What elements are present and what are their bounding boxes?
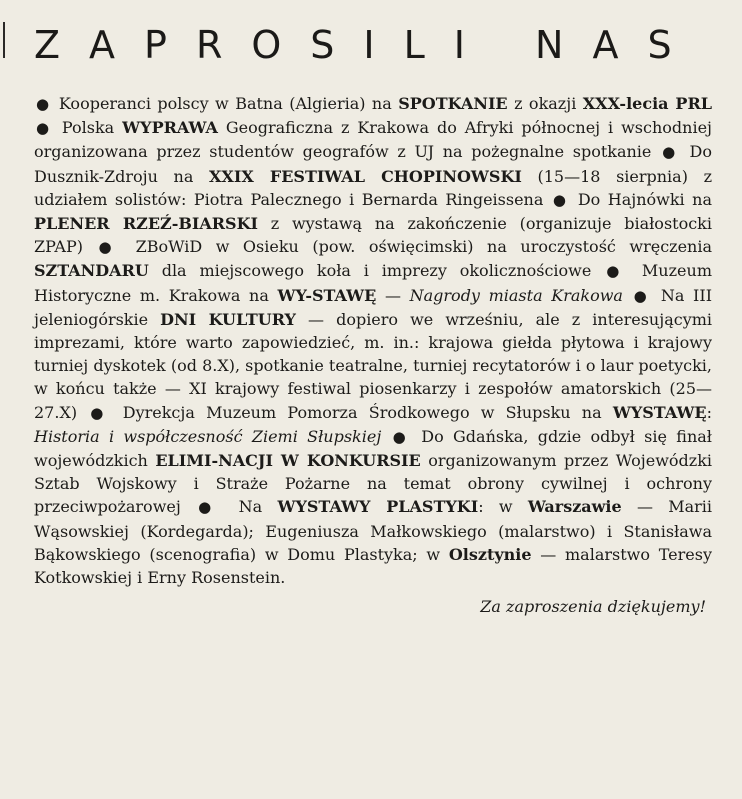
body-italic: Nagrody miasta Krakowa — [409, 285, 623, 305]
body-bold: ELIMI-NACJI W KONKURSIE — [155, 451, 421, 471]
article-signoff: Za zaproszenia dziękujemy! — [480, 597, 706, 617]
bullet-icon: ● — [90, 403, 110, 422]
body-bold: XXIX FESTIWAL CHOPINOWSKI — [209, 166, 522, 186]
body-text: Do Hajnówki na — [577, 189, 712, 209]
body-text: z wystawą na zakończenie (organizuje białostocki ZPAP) — [34, 214, 712, 257]
body-text: Polska — [61, 118, 123, 138]
body-text: : w — [478, 497, 528, 517]
body-bold: WYSTAWY PLASTYKI — [277, 497, 479, 517]
body-text: — Marii Wąsowskiej (Kordegarda); Eugeniusza Małkowskiego (malarstwo) i Stanisława Bąkowskiego (scenografia) w Domu Plastyka; w — [34, 497, 713, 564]
body-bold: XXX-lecia PRL — [582, 94, 713, 113]
body-text: ZBoWiD w Osieku (pow. oświęcimski) na uroczystość wręczenia — [135, 237, 713, 257]
body-text: organizowanym przez Wojewódzki Sztab Wojskowy i Straże Pożarne na temat obrony cywilnej i ochrony przeciwpożarowej — [34, 451, 713, 517]
body-text: dla miejscowego koła i imprezy okolicznościowe — [148, 261, 592, 281]
body-text: Geograficzna z Krakowa do Afryki północnej i wschodniej organizowana przez studentów geografów z UJ na pożegnalne spotkanie — [34, 118, 713, 162]
bullet-icon: ● — [198, 498, 222, 517]
body-text: Dyrekcja Muzeum Pomorza Środkowego w Słupsku na — [122, 402, 613, 422]
body-text: z okazji — [507, 94, 583, 113]
bullet-icon: ● — [633, 286, 651, 305]
body-text: — — [376, 285, 410, 305]
body-text: — dopiero we wrześniu, ale z interesującymi imprezami, które warto zapowiedzieć, m. in.: krajowa giełda płytowa i krajowy turniej dyskotek (od 8.X), spotkanie teatralne, turniej recytatorów i o laur poetycki, w końcu także — XI krajowy festiwal piosenkarzy i zespołów amatorskich (25—27.X) — [34, 309, 713, 422]
article-body — [34, 92, 712, 589]
body-bold: Warszawie — [527, 497, 622, 517]
body-text: (15—18 sierpnia) z udziałem solistów: Piotra Palecznego i Bernarda Ringeissena — [34, 166, 713, 209]
bullet-icon: ● — [662, 143, 679, 162]
body-bold: Olsztynie — [448, 544, 532, 564]
body-text: Na — [238, 497, 278, 517]
article-headline: ZAPROSILI NAS — [34, 23, 701, 67]
bullet-icon: ● — [36, 95, 51, 113]
body-text: Na III jeleniogórskie — [34, 285, 713, 329]
bullet-icon: ● — [98, 238, 121, 257]
body-bold: SZTANDARU — [34, 261, 149, 281]
body-text: Do Dusznik-Zdroju na — [34, 142, 713, 186]
body-bold: DNI KULTURY — [160, 309, 296, 329]
body-text: Muzeum Historyczne m. Krakowa na — [34, 261, 712, 305]
bullet-icon: ● — [392, 427, 410, 446]
bullet-icon: ● — [606, 262, 628, 281]
body-text: Do Gdańska, gdzie odbył się finał wojewódzkich — [34, 426, 712, 471]
body-text: Kooperanci polscy w Batna (Algieria) na — [58, 94, 399, 113]
body-italic: Historia i współczesność Ziemi Słupskiej — [34, 426, 382, 446]
page-edge-mark — [3, 22, 5, 58]
bullet-icon: ● — [552, 190, 569, 209]
body-bold: SPOTKANIE — [398, 94, 508, 113]
body-bold: WYSTAWĘ — [612, 402, 707, 422]
body-text: — malarstwo Teresy Kotkowskiej i Erny Rosenstein. — [34, 544, 712, 588]
body-bold: WYPRAWA — [122, 118, 218, 138]
body-text: : — [706, 402, 713, 422]
body-bold: WY-STAWĘ — [277, 285, 377, 305]
body-bold: PLENER RZEŹ-BIARSKI — [34, 214, 258, 234]
bullet-icon: ● — [36, 119, 52, 138]
